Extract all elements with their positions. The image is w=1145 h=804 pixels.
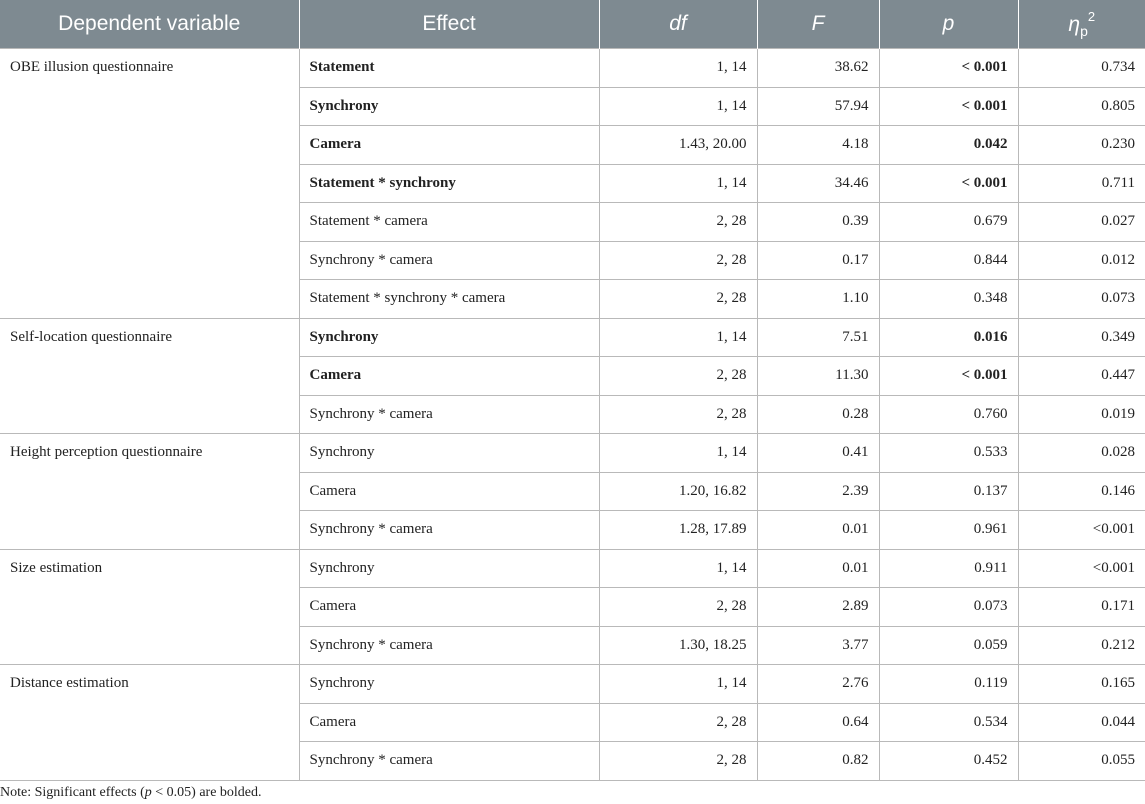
table-note	[0, 785, 262, 801]
df-cell: 2, 28	[599, 395, 757, 434]
effect-cell: Statement	[299, 49, 599, 88]
effect-cell: Synchrony * camera	[299, 395, 599, 434]
df-cell: 1, 14	[599, 318, 757, 357]
f-value-cell: 1.10	[757, 280, 879, 319]
dependent-variable-cell: Self-location questionnaire	[0, 318, 299, 434]
table-row	[0, 49, 1145, 88]
df-cell: 1.30, 18.25	[599, 626, 757, 665]
table-row	[0, 665, 1145, 704]
eta-squared-cell: 0.044	[1018, 703, 1145, 742]
f-value-cell: 38.62	[757, 49, 879, 88]
df-cell: 2, 28	[599, 203, 757, 242]
p-value-cell: 0.534	[879, 703, 1018, 742]
df-cell: 1, 14	[599, 434, 757, 473]
eta-squared-cell: 0.146	[1018, 472, 1145, 511]
effect-cell: Synchrony * camera	[299, 511, 599, 550]
eta-squared-cell: 0.028	[1018, 434, 1145, 473]
effect-cell: Statement * camera	[299, 203, 599, 242]
p-value-cell: 0.059	[879, 626, 1018, 665]
p-value-cell: 0.533	[879, 434, 1018, 473]
f-value-cell: 7.51	[757, 318, 879, 357]
eta-squared-cell: 0.027	[1018, 203, 1145, 242]
df-cell: 2, 28	[599, 280, 757, 319]
f-value-cell: 0.01	[757, 549, 879, 588]
p-value-cell: 0.137	[879, 472, 1018, 511]
header-df: df	[599, 0, 757, 49]
p-value-cell: < 0.001	[879, 357, 1018, 396]
effect-cell: Synchrony	[299, 549, 599, 588]
f-value-cell: 2.39	[757, 472, 879, 511]
eta-squared-cell: 0.711	[1018, 164, 1145, 203]
eta-squared-cell: 0.734	[1018, 49, 1145, 88]
eta-symbol: η	[1068, 13, 1081, 36]
eta-squared-cell: 0.230	[1018, 126, 1145, 165]
f-value-cell: 11.30	[757, 357, 879, 396]
f-value-cell: 34.46	[757, 164, 879, 203]
effect-cell: Camera	[299, 126, 599, 165]
note-p: p	[144, 785, 152, 800]
p-value-cell: 0.844	[879, 241, 1018, 280]
df-cell: 1, 14	[599, 87, 757, 126]
eta-subscript: p	[1080, 23, 1088, 39]
header-eta-squared	[1018, 0, 1145, 49]
p-value-cell: 0.348	[879, 280, 1018, 319]
eta-squared-cell: <0.001	[1018, 549, 1145, 588]
effect-cell: Synchrony * camera	[299, 626, 599, 665]
p-value-cell: 0.961	[879, 511, 1018, 550]
effect-cell: Synchrony	[299, 434, 599, 473]
f-value-cell: 0.39	[757, 203, 879, 242]
df-cell: 1, 14	[599, 549, 757, 588]
eta-squared-cell: 0.019	[1018, 395, 1145, 434]
header-f: F	[757, 0, 879, 49]
dependent-variable-cell: Size estimation	[0, 549, 299, 665]
effect-cell: Camera	[299, 357, 599, 396]
header-dependent-variable: Dependent variable	[0, 0, 299, 49]
p-value-cell: 0.760	[879, 395, 1018, 434]
eta-squared-cell: 0.447	[1018, 357, 1145, 396]
f-value-cell: 3.77	[757, 626, 879, 665]
note-suffix: < 0.05) are bolded.	[151, 785, 262, 800]
dependent-variable-cell: Height perception questionnaire	[0, 434, 299, 550]
eta-squared-cell: 0.055	[1018, 742, 1145, 781]
p-value-cell: 0.016	[879, 318, 1018, 357]
table-body	[0, 49, 1145, 781]
f-value-cell: 0.28	[757, 395, 879, 434]
eta-squared-cell: 0.212	[1018, 626, 1145, 665]
dependent-variable-cell: Distance estimation	[0, 665, 299, 781]
table-row	[0, 318, 1145, 357]
df-cell: 2, 28	[599, 357, 757, 396]
effect-cell: Synchrony * camera	[299, 241, 599, 280]
df-cell: 2, 28	[599, 241, 757, 280]
eta-superscript: 2	[1087, 9, 1096, 24]
df-cell: 1.43, 20.00	[599, 126, 757, 165]
eta-squared-cell: 0.073	[1018, 280, 1145, 319]
eta-squared-cell: 0.171	[1018, 588, 1145, 627]
df-cell: 2, 28	[599, 742, 757, 781]
f-value-cell: 0.41	[757, 434, 879, 473]
df-cell: 2, 28	[599, 703, 757, 742]
f-value-cell: 2.76	[757, 665, 879, 704]
table-row	[0, 434, 1145, 473]
eta-squared-cell: 0.012	[1018, 241, 1145, 280]
f-value-cell: 0.17	[757, 241, 879, 280]
effect-cell: Statement * synchrony * camera	[299, 280, 599, 319]
p-value-cell: 0.073	[879, 588, 1018, 627]
p-value-cell: < 0.001	[879, 49, 1018, 88]
f-value-cell: 0.64	[757, 703, 879, 742]
f-value-cell: 2.89	[757, 588, 879, 627]
header-effect: Effect	[299, 0, 599, 49]
p-value-cell: 0.119	[879, 665, 1018, 704]
df-cell: 1, 14	[599, 49, 757, 88]
f-value-cell: 57.94	[757, 87, 879, 126]
note-prefix: Note: Significant effects (	[0, 785, 145, 800]
p-value-cell: 0.679	[879, 203, 1018, 242]
p-value-cell: 0.042	[879, 126, 1018, 165]
effect-cell: Synchrony * camera	[299, 742, 599, 781]
p-value-cell: 0.911	[879, 549, 1018, 588]
df-cell: 1.20, 16.82	[599, 472, 757, 511]
df-cell: 1, 14	[599, 665, 757, 704]
dependent-variable-cell: OBE illusion questionnaire	[0, 49, 299, 319]
eta-squared-cell: <0.001	[1018, 511, 1145, 550]
effect-cell: Statement * synchrony	[299, 164, 599, 203]
header-p: p	[879, 0, 1018, 49]
p-value-cell: 0.452	[879, 742, 1018, 781]
table-row	[0, 549, 1145, 588]
p-value-cell: < 0.001	[879, 87, 1018, 126]
effect-cell: Synchrony	[299, 87, 599, 126]
f-value-cell: 0.01	[757, 511, 879, 550]
eta-squared-cell: 0.165	[1018, 665, 1145, 704]
df-cell: 1, 14	[599, 164, 757, 203]
eta-squared-cell: 0.349	[1018, 318, 1145, 357]
effect-cell: Synchrony	[299, 665, 599, 704]
effect-cell: Synchrony	[299, 318, 599, 357]
effect-cell: Camera	[299, 703, 599, 742]
effect-cell: Camera	[299, 472, 599, 511]
p-value-cell: < 0.001	[879, 164, 1018, 203]
effect-cell: Camera	[299, 588, 599, 627]
header-row	[0, 0, 1145, 49]
df-cell: 1.28, 17.89	[599, 511, 757, 550]
eta-squared-cell: 0.805	[1018, 87, 1145, 126]
f-value-cell: 0.82	[757, 742, 879, 781]
df-cell: 2, 28	[599, 588, 757, 627]
f-value-cell: 4.18	[757, 126, 879, 165]
